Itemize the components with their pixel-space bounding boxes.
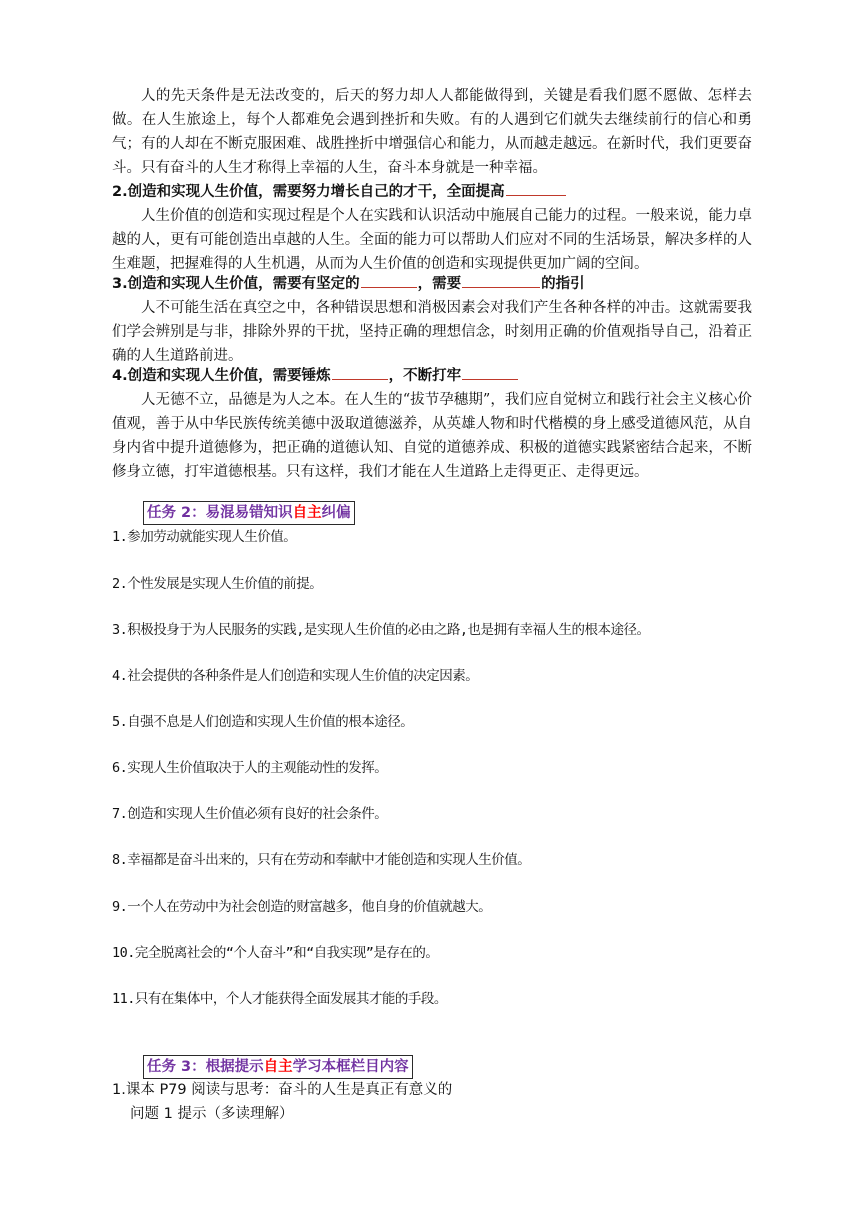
paragraph-ability: 人生价值的创造和实现过程是个人在实践和认识活动中施展自己能力的过程。一般来说，能力卓越的人，更有可能创造出卓越的人生。全面的能力可以帮助人们应对不同的生活场景，解决多样的人生难题，把握难得的人生机遇，从而为人生价值的创造和实现提供更加广阔的空间。: [112, 208, 752, 272]
task3-title-box: [143, 1055, 413, 1079]
task2-title-highlight: 自主: [292, 505, 322, 521]
task3-line-2: 问题 1 提示（多读理解）: [130, 1106, 294, 1122]
task2-title-box: [143, 501, 355, 525]
paragraph-values: 人不可能生活在真空之中，各种错误思想和消极因素会对我们产生各种各样的冲击。这就需要我们学会辨别是与非，排除外界的干扰，坚持正确的理想信念，时刻用正确的价值观指导自己，沿着正确的人生道路前进。: [112, 300, 752, 364]
fill-blank: [332, 365, 388, 380]
task3-title-highlight: 自主: [263, 1059, 293, 1075]
task3-title-prefix: 任务 3：根据提示: [147, 1059, 264, 1075]
list-item: 3.积极投身于为人民服务的实践,是实现人生价值的必由之路,也是拥有幸福人生的根本途径。: [112, 622, 650, 638]
list-item: 6.实现人生价值取决于人的主观能动性的发挥。: [112, 760, 388, 776]
heading-point-2-text: 2.创造和实现人生价值，需要努力增长自己的才干，全面提高: [112, 184, 505, 200]
list-item: 9.一个人在劳动中为社会创造的财富越多，他自身的价值就越大。: [112, 899, 492, 915]
task2-title-prefix: 任务 2：易混易错知识: [147, 505, 293, 521]
heading-point-3: [112, 273, 585, 295]
heading-point-3-text-c: 的指引: [541, 276, 585, 292]
list-item: 5.自强不息是人们创造和实现人生价值的根本途径。: [112, 714, 414, 730]
heading-point-2: [112, 181, 567, 203]
list-item: 4.社会提供的各种条件是人们创造和实现人生价值的决定因素。: [112, 668, 479, 684]
fill-blank: [462, 365, 518, 380]
heading-point-4-text-b: ，不断打牢: [388, 368, 462, 384]
fill-blank: [361, 273, 417, 288]
list-item: 8.幸福都是奋斗出来的，只有在劳动和奉献中才能创造和实现人生价值。: [112, 852, 531, 868]
list-item: 7.创造和实现人生价值必须有良好的社会条件。: [112, 806, 388, 822]
paragraph-striving: 人的先天条件是无法改变的，后天的努力却人人都能做得到，关键是看我们愿不愿做、怎样去做。在人生旅途上，每个人都难免会遇到挫折和失败。有的人遇到它们就失去继续前行的信心和勇气；有的人却在不断克服困难、战胜挫折中增强信心和能力，从而越走越远。在新时代，我们更要奋斗。只有奋斗的人生才称得上幸福的人生，奋斗本身就是一种幸福。: [112, 88, 752, 176]
heading-point-3-text-b: ，需要: [417, 276, 462, 292]
list-item: 11.只有在集体中，个人才能获得全面发展其才能的手段。: [112, 991, 447, 1007]
task3-line-1: 1.课本 P79 阅读与思考：奋斗的人生是真正有意义的: [112, 1082, 453, 1098]
fill-blank: [506, 181, 566, 196]
paragraph-morality: 人无德不立，品德是为人之本。在人生的“拔节孕穗期”，我们应自觉树立和践行社会主义核心价值观，善于从中华民族传统美德中汲取道德滋养，从英雄人物和时代楷模的身上感受道德风范，从自身内省中提升道德修为，把正确的道德认知、自觉的道德养成、积极的道德实践紧密结合起来，不断修身立德，打牢道德根基。只有这样，我们才能在人生道路上走得更正、走得更远。: [112, 392, 752, 480]
task2-title-suffix: 纠偏: [321, 505, 351, 521]
list-item: 2.个性发展是实现人生价值的前提。: [112, 576, 323, 592]
task3-title-suffix: 学习本框栏目内容: [292, 1059, 409, 1075]
heading-point-3-text-a: 3.创造和实现人生价值，需要有坚定的: [112, 276, 360, 292]
list-item: 1.参加劳动就能实现人生价值。: [112, 529, 297, 545]
list-item: 10.完全脱离社会的“个人奋斗”和“自我实现”是存在的。: [112, 945, 439, 961]
fill-blank: [462, 273, 540, 288]
heading-point-4: [112, 365, 519, 387]
heading-point-4-text-a: 4.创造和实现人生价值，需要锤炼: [112, 368, 331, 384]
